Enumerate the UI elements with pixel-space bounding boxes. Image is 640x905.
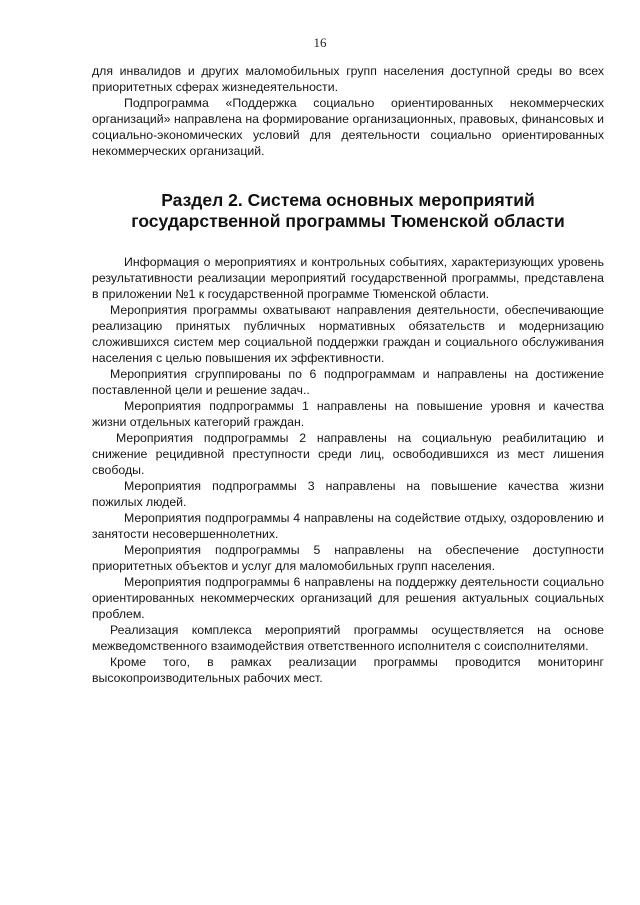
page-number: 16	[313, 35, 327, 50]
paragraph-information: Информация о мероприятиях и контрольных событиях, характеризующих уровень результативности реализации мероприятий государственной программы, представлена в приложении №1 к государственной программе Тюменской области.	[92, 255, 604, 301]
paragraph-nko-subprogram: Подпрограмма «Поддержка социально ориентированных некоммерческих организаций» направлена на формирование организационных, правовых, финансовых и социально-экономических условий для деятельности социально ориентированных некоммерческих организаций.	[92, 96, 604, 158]
paragraph-subprogram-4: Мероприятия подпрограммы 4 направлены на содействие отдыху, оздоровлению и занятости несовершеннолетних.	[92, 511, 604, 541]
paragraph-program-measures: Мероприятия программы охватывают направления деятельности, обеспечивающие реализацию принятых публичных нормативных обязательств и модернизацию сложившихся систем мер социальной поддержки граждан и социального обслуживания населения с целью повышения их эффективности.	[92, 303, 604, 365]
paragraph-subprogram-2: Мероприятия подпрограммы 2 направлены на социальную реабилитацию и снижение рецидивной преступности среди лиц, освободившихся из мест лишения свободы.	[92, 431, 604, 477]
section-heading-line-2: государственной программы Тюменской области	[131, 211, 565, 231]
section-heading	[92, 190, 604, 232]
paragraph-subprogram-5: Мероприятия подпрограммы 5 направлены на обеспечение доступности приоритетных объектов и услуг для маломобильных групп населения.	[92, 543, 604, 573]
section-heading-line-1: Раздел 2. Система основных мероприятий	[161, 190, 535, 210]
paragraph-monitoring: Кроме того, в рамках реализации программы проводится мониторинг высокопроизводительных рабочих мест.	[92, 655, 604, 685]
paragraph-implementation: Реализация комплекса мероприятий программы осуществляется на основе межведомственного взаимодействия ответственного исполнителя с соисполнителями.	[92, 623, 604, 653]
intro-text-block	[92, 63, 604, 159]
paragraph-subprogram-6: Мероприятия подпрограммы 6 направлены на поддержку деятельности социально ориентированных некоммерческих организаций для решения актуальных социальных проблем.	[92, 575, 604, 621]
paragraph-subprogram-3: Мероприятия подпрограммы 3 направлены на повышение качества жизни пожилых людей.	[92, 479, 604, 509]
paragraph-subprogram-1: Мероприятия подпрограммы 1 направлены на повышение уровня и качества жизни отдельных категорий граждан.	[92, 399, 604, 429]
paragraph-continuation: для инвалидов и других маломобильных групп населения доступной среды во всех приоритетных сферах жизнедеятельности.	[92, 64, 604, 94]
section-body	[92, 254, 604, 686]
paragraph-grouping: Мероприятия сгруппированы по 6 подпрограммам и направлены на достижение поставленной цели и решение задач..	[92, 367, 604, 397]
